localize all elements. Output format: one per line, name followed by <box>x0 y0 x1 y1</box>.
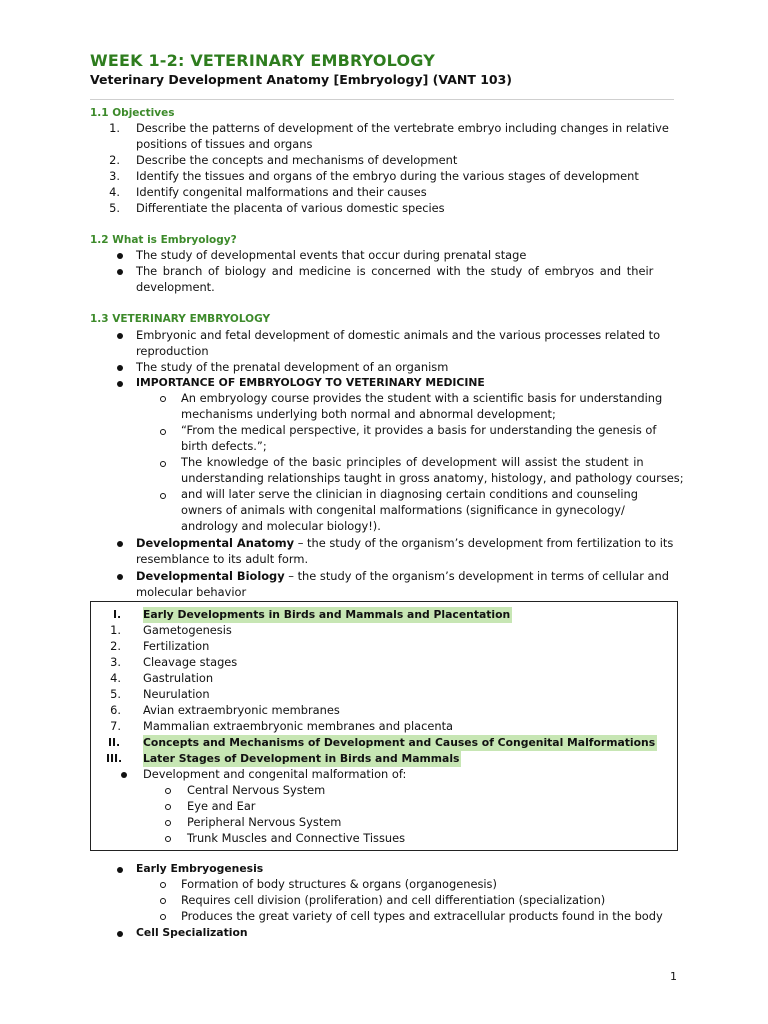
circle-bullet-icon <box>160 914 166 920</box>
list-item-continuation: birth defects.”; <box>181 439 267 453</box>
list-item: The knowledge of the basic principles of development will assist the student in <box>181 455 644 469</box>
header-divider <box>90 99 674 100</box>
bullet-icon <box>117 867 123 873</box>
course-outline-box: I. Early Developments in Birds and Mammals and Placentation 1. Gametogenesis 2. Fertilization 3. Cleavage stages 4. Gastrulation 5. Neurulation 6. Avian extraembryonic membranes 7. Mammalian extraembryonic membranes and placenta II. Concepts and Mechanisms of Development and Causes of Congenital Malformations III. Later Stages of Development in Birds and Mammals Development and congenital malformation of: Central Nervous System Eye and Ear Peripheral Nervous System Trunk Muscles and Connective Tissues <box>90 601 678 851</box>
document-subtitle: Veterinary Development Anatomy [Embryology] (VANT 103) <box>90 72 513 87</box>
list-item: “From the medical perspective, it provides a basis for understanding the genesis of <box>181 423 657 437</box>
bullet-icon <box>117 365 123 371</box>
document-page: WEEK 1-2: VETERINARY EMBRYOLOGY Veterinary Development Anatomy [Embryology] (VANT 103) 1.1 Objectives 1. Describe the patterns of development of the vertebrate embryo including changes in relative positions of tissues and organs 2. Describe the concepts and mechanisms of development 3. Identify the tissues and organs of the embryo during the various stages of development 4. Identify congenital malformations and their causes 5. Differentiate the placenta of various domestic species 1.2 What is Embryology? The study of developmental events that occur during prenatal stage The branch of biology and medicine is concerned with the study of embryos and their development. 1.3 VETERINARY EMBRYOLOGY Embryonic and fetal development of domestic animals and the various processes related to reproduction The study of the prenatal development of an organism IMPORTANCE OF EMBRYOLOGY TO VETERINARY MEDICINE An embryology course provides the student with a scientific basis for understanding mechanisms underlying both normal and abnormal development; “From the medical perspective, it provides a basis for understanding the genesis of birth defects.”; The knowledge of the basic principles of development will assist the student in understanding relationships taught in gross anatomy, histology, and pathology courses; and will later serve the clinician in diagnosing certain conditions and counseling owners of animals with congenital malformations (significance in gynecology/ andrology and molecular biology!). Developmental Anatomy – the study of the organism’s development from fertilization to its resemblance to its adult form. Developmental Biology – the study of the organism’s development in terms of cellular and molecular behavior I. Early Developments in Birds and Mammals and Placentation 1. Gametogenesis 2. Fertilization 3. Cleavage stages 4. Gastrulation 5. Neurulation 6. Avian extraembryonic membranes 7. Mammalian extraembryonic membranes and placenta II. Concepts and Mechanisms of Development and Causes of Congenital Malformations III. Later Stages of Development in Birds and Mammals Development and congenital malformation of: Central Nervous System Eye and Ear Peripheral Nervous System Trunk Muscles and Connective Tissues Early Embryogenesis Formation of body structures & organs (organogenesis) Requires cell division (proliferation) and cell differentiation (specialization) Produces the great variety of cell types and extracellular products found in the body Cell Specialization 1 <box>90 51 684 983</box>
what-is-heading: 1.2 What is Embryology? <box>90 234 237 246</box>
definition-text: – the study of the organism’s development in terms of cellular and <box>284 569 669 583</box>
bullet-icon <box>121 772 127 778</box>
list-item-continuation: mechanisms underlying both normal and abnormal development; <box>181 407 556 421</box>
list-item: Central Nervous System <box>187 783 326 797</box>
list-item: Embryonic and fetal development of domestic animals and the various processes related to <box>136 328 661 342</box>
section-heading: Early Embryogenesis <box>136 862 264 875</box>
list-item-continuation: reproduction <box>136 344 209 358</box>
page-number: 1 <box>670 970 677 983</box>
definition-item <box>136 568 669 584</box>
document-title: WEEK 1-2: VETERINARY EMBRYOLOGY <box>90 51 436 70</box>
circle-bullet-icon <box>160 898 166 904</box>
list-item-continuation: andrology and molecular biology!). <box>181 519 381 533</box>
list-item-continuation: development. <box>136 280 215 294</box>
list-item: and will later serve the clinician in diagnosing certain conditions and counseling <box>181 487 638 501</box>
list-item: Formation of body structures & organs (organogenesis) <box>181 877 497 891</box>
list-item: Trunk Muscles and Connective Tissues <box>187 831 406 845</box>
list-item: Eye and Ear <box>187 799 256 813</box>
definition-text: – the study of the organism’s development from fertilization to its <box>294 536 674 550</box>
definition-item <box>136 535 673 551</box>
list-item: An embryology course provides the student with a scientific basis for understanding <box>181 391 663 405</box>
list-item: Peripheral Nervous System <box>187 815 342 829</box>
circle-bullet-icon <box>165 788 171 794</box>
importance-heading: IMPORTANCE OF EMBRYOLOGY TO VETERINARY MEDICINE <box>136 376 485 389</box>
circle-bullet-icon <box>160 461 166 467</box>
list-item-continuation: owners of animals with congenital malformations (significance in gynecology/ <box>181 503 625 517</box>
list-item: The study of developmental events that occur during prenatal stage <box>136 248 527 262</box>
bullet-icon <box>117 574 123 580</box>
bullet-icon <box>117 381 123 387</box>
circle-bullet-icon <box>165 804 171 810</box>
bullet-icon <box>117 541 123 547</box>
section-number: III. <box>106 752 123 765</box>
list-item: Produces the great variety of cell types and extracellular products found in the body <box>181 909 663 923</box>
objectives-heading: 1.1 Objectives <box>90 107 175 119</box>
list-item-continuation: resemblance to its adult form. <box>136 552 309 566</box>
bullet-icon <box>117 333 123 339</box>
bullet-icon <box>117 269 123 275</box>
section-title: Later Stages of Development in Birds and Mammals <box>143 751 461 767</box>
circle-bullet-icon <box>160 493 166 499</box>
vet-embryology-heading: 1.3 VETERINARY EMBRYOLOGY <box>90 313 271 325</box>
circle-bullet-icon <box>160 396 166 402</box>
list-item-continuation: understanding relationships taught in gross anatomy, histology, and pathology courses; <box>181 471 684 485</box>
list-item: The branch of biology and medicine is concerned with the study of embryos and their <box>136 264 654 278</box>
circle-bullet-icon <box>165 820 171 826</box>
list-item: The study of the prenatal development of an organism <box>136 360 449 374</box>
section-title: Early Developments in Birds and Mammals and Placentation <box>143 607 512 623</box>
section-number: II. <box>108 736 121 749</box>
section-title: Concepts and Mechanisms of Development and Causes of Congenital Malformations <box>143 735 657 751</box>
circle-bullet-icon <box>160 882 166 888</box>
list-item: Requires cell division (proliferation) and cell differentiation (specialization) <box>181 893 606 907</box>
bullet-icon <box>117 253 123 259</box>
bullet-icon <box>117 931 123 937</box>
section-number: I. <box>113 608 122 621</box>
circle-bullet-icon <box>160 429 166 435</box>
list-item-continuation: molecular behavior <box>136 585 247 599</box>
circle-bullet-icon <box>165 836 171 842</box>
list-item: Development and congenital malformation of: <box>143 767 407 781</box>
definition-term: Developmental Biology <box>136 569 285 583</box>
section-heading: Cell Specialization <box>136 926 248 939</box>
definition-term: Developmental Anatomy <box>136 536 295 550</box>
